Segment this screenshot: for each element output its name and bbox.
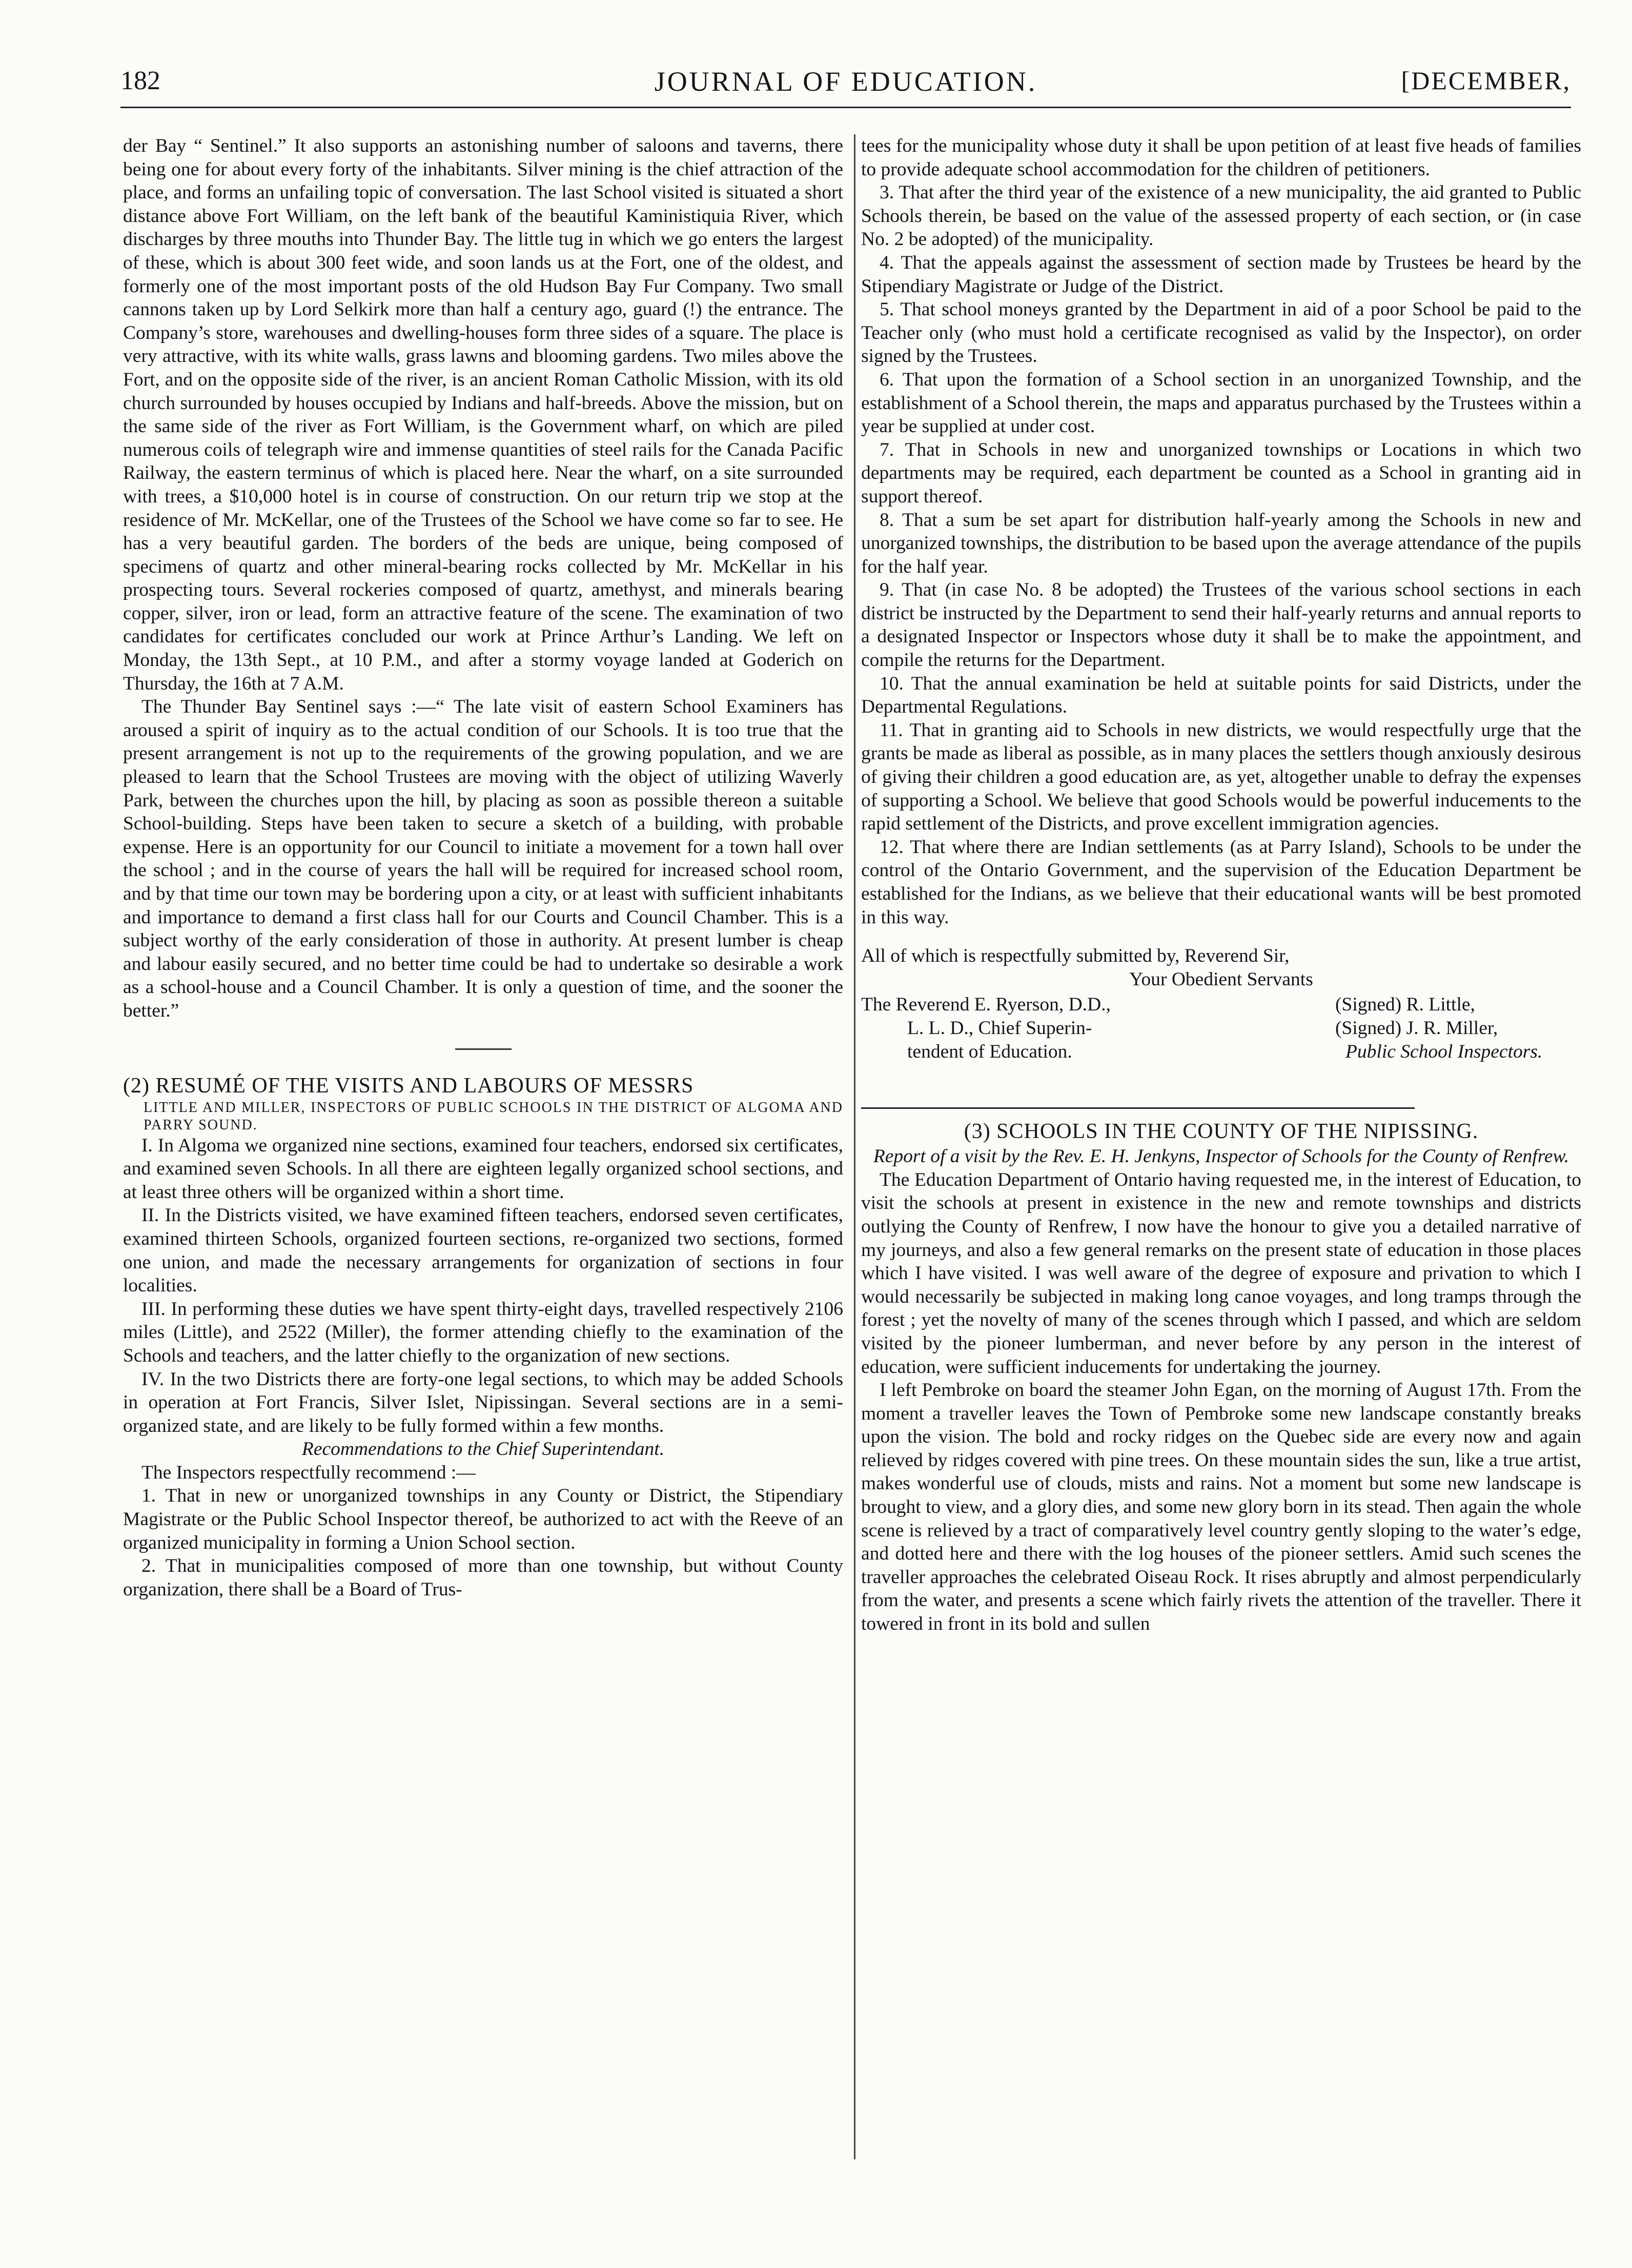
recommendation-10: 10. That the annual examination be held at suitable points for said Districts, under the Departmental Regulations.	[861, 673, 1581, 718]
signer-miller: (Signed) J. R. Miller,	[1335, 1017, 1498, 1039]
section-rule	[861, 1107, 1415, 1109]
column-divider	[854, 134, 855, 2159]
recommendation-2-end: tees for the municipality whose duty it shall be upon petition of at least five heads of families to provide adequate school accommodation for the children of petitioners.	[861, 135, 1581, 180]
section-3-report-line: Report of a visit by the Rev. E. H. Jenkyns, Inspector of Schools for the County of Renfrew.	[873, 1146, 1569, 1167]
addressee-line: tendent of Education.	[907, 1041, 1072, 1062]
obedient-servants: Your Obedient Servants	[1129, 968, 1313, 990]
addressee	[861, 993, 1322, 1063]
journal-title: JOURNAL OF EDUCATION.	[654, 66, 1037, 97]
page-header	[120, 66, 1571, 108]
issue-month: [DECEMBER,	[1401, 66, 1571, 95]
recommendation-3: 3. That after the third year of the existence of a new municipality, the aid granted to Public Schools therein, be based on the value of the assessed property of each section, or (in case No. 2 be adopted) of the municipality.	[861, 182, 1581, 250]
signer-little: (Signed) R. Little,	[1335, 994, 1475, 1016]
report-item-2: II. In the Districts visited, we have examined fifteen teachers, endorsed seven certificates, examined thirteen Schools, organized fourteen sections, re-organized two sections, formed one union, and made the necessary arrangements for organization of sections in four localities.	[123, 1205, 843, 1297]
section-rule	[455, 1048, 512, 1050]
recommendation-12: 12. That where there are Indian settlements (as at Parry Island), Schools to be under the control of the Ontario Government, and the supervision of the Education Department be established for the Indians, as we believe that their educational wants will be best promoted in this way.	[861, 836, 1581, 928]
recommendation-5: 5. That school moneys granted by the Department in aid of a poor School be paid to the Teacher only (who must hold a certificate recognised as valid by the Inspector), on order signed by the Trustees.	[861, 299, 1581, 367]
addressee-line: L. L. D., Chief Superin-	[907, 1017, 1092, 1039]
signature-block	[861, 993, 1581, 1063]
addressee-line: The Reverend E. Ryerson, D.D.,	[861, 994, 1111, 1016]
left-column	[123, 134, 843, 1601]
nipissing-paragraph-1: The Education Department of Ontario having requested me, in the interest of Education, to visit the schools at present in existence in the new and remote townships and districts outlying the County of Renfrew, I now have the honour to give you a detailed narrative of my journeys, and also a few general remarks on the present state of education in those places which I have visited. I was well aware of the degree of exposure and privation to which I would necessarily be subjected in making long canoe voyages, and long tramps through the forest ; yet the novelty of many of the scenes through which I passed, and which are seldom visited by the pioneer lumberman, and never before by any person in the interest of education, were sufficient inducements for undertaking the journey.	[861, 1169, 1581, 1378]
nipissing-paragraph-2: I left Pembroke on board the steamer John Egan, on the morning of August 17th. From the moment a traveller leaves the Town of Pembroke some new landscape constantly breaks upon the vision. The bold and rocky ridges on the Quebec side are every now and again relieved by ridges covered with pine trees. On these mountain sides the sun, like a true artist, makes wonderful use of clouds, mists and rains. Not a moment but some new landscape is brought to view, and a glory dies, and some new glory born in its stead. Then again the whole scene is relieved by a tract of comparatively level country gently sloping to the water’s edge, and dotted here and there with the log houses of the pioneer settlers. Amid such scenes the traveller approaches the celebrated Oiseau Rock. It rises abruptly and almost perpendicularly from the water, and presents a scene which fairly rivets the attention of the traveller. There it towered in front in its bold and sullen	[861, 1380, 1581, 1635]
thunder-bay-paragraph: der Bay “ Sentinel.” It also supports an astonishing number of saloons and taverns, there being one for about every forty of the inhabitants. Silver mining is the chief attraction of the place, and forms an unfailing topic of conversation. The last School visited is situated a short distance above Fort William, on the left bank of the beautiful Kaministiquia River, which discharges by three mouths into Thunder Bay. The little tug in which we go enters the largest of these, which is about 300 feet wide, and soon lands us at the Fort, one of the oldest, and formerly one of the most important posts of the old Hudson Bay Fur Company. Two small cannons taken up by Lord Selkirk more than half a century ago, guard (!) the entrance. The Company’s store, warehouses and dwelling-houses form three sides of a square. The place is very attractive, with its white walls, grass lawns and blooming gardens. Two miles above the Fort, and on the opposite side of the river, is an ancient Roman Catholic Mission, with its old church surrounded by houses occupied by Indians and half-breeds. Above the mission, but on the same side of the river as Fort William, is the Government wharf, on which are piled numerous coils of telegraph wire and immense quantities of steel rails for the Canada Pacific Railway, the eastern terminus of which is placed here. Near the wharf, on a site surrounded with trees, a $10,000 hotel is in course of construction. On our return trip we stop at the residence of Mr. McKellar, one of the Trustees of the School we have come so far to see. He has a very beautiful garden. The borders of the beds are unique, being composed of specimens of quartz and other mineral-bearing rocks collected by Mr. McKellar in his prospecting tours. Several rockeries composed of quartz, amethyst, and minerals bearing copper, silver, iron or lead, form an attractive feature of the scene. The examination of two candidates for certificates concluded our work at Prince Arthur’s Landing. We left on Monday, the 13th Sept., at 10 P.M., and after a stormy voyage landed at Goderich on Thursday, the 16th at 7 A.M.	[123, 135, 843, 694]
section-2-subheading: LITTLE AND MILLER, INSPECTORS OF PUBLIC SCHOOLS IN THE DISTRICT OF ALGOMA AND PARRY SOUND.	[144, 1099, 843, 1133]
recommendation-1: 1. That in new or unorganized townships in any County or District, the Stipendiary Magistrate or the Public School Inspector thereof, be authorized to act with the Reeve of an organized municipality in forming a Union School section.	[123, 1485, 843, 1553]
section-3-heading: (3) SCHOOLS IN THE COUNTY OF THE NIPISSING.	[964, 1120, 1479, 1144]
right-column	[861, 134, 1581, 1636]
recommendation-9: 9. That (in case No. 8 be adopted) the Trustees of the various school sections in each district be instructed by the Department to send their half-yearly returns and annual reports to a designated Inspector or Inspectors whose duty it shall be to make the appointment, and compile the returns for the Department.	[861, 579, 1581, 671]
report-item-4: IV. In the two Districts there are forty-one legal sections, to which may be added Schools in operation at Fort Francis, Silver Islet, Nipissingan. Several sections are in a semi-organized state, and are likely to be fully formed within a few months.	[123, 1368, 843, 1436]
closing-line: All of which is respectfully submitted by, Reverend Sir,	[861, 945, 1290, 967]
recommendation-6: 6. That upon the formation of a School section in an unorganized Township, and the establishment of a School therein, the maps and apparatus purchased by the Trustees within a year be supplied at under cost.	[861, 369, 1581, 437]
report-item-1: I. In Algoma we organized nine sections, examined four teachers, endorsed six certificates, and examined seven Schools. In all there are eighteen legally organized school sections, and at least three others will be organized within a short time.	[123, 1135, 843, 1203]
recommendations-intro: The Inspectors respectfully recommend :—	[141, 1462, 476, 1483]
section-2-heading: (2) RESUMÉ OF THE VISITS AND LABOURS OF MESSRS	[123, 1074, 694, 1098]
recommendation-2-start: 2. That in municipalities composed of more than one township, but without County organization, there shall be a Board of Trus-	[123, 1555, 843, 1600]
recommendations-heading: Recommendations to the Chief Superintendant.	[301, 1439, 665, 1460]
page-number: 182	[120, 66, 160, 95]
recommendation-7: 7. That in Schools in new and unorganized townships or Locations in which two departments may be required, each department be counted as a School in granting aid in support thereof.	[861, 439, 1581, 507]
signers	[1335, 993, 1581, 1063]
recommendation-8: 8. That a sum be set apart for distribution half-yearly among the Schools in new and unorganized townships, the distribution to be based upon the average attendance of the pupils for the half year.	[861, 509, 1581, 577]
sentinel-quote-paragraph: The Thunder Bay Sentinel says :—“ The late visit of eastern School Examiners has aroused a spirit of inquiry as to the actual condition of our Schools. It is too true that the present arrangement is not up to the requirements of the growing population, and we are pleased to learn that the School Trustees are moving with the object of utilizing Waverly Park, between the churches upon the hill, by placing as soon as possible thereon a suitable School-building. Steps have been taken to secure a sketch of a building, with probable expense. Here is an opportunity for our Council to initiate a movement for a town hall over the school ; and in the course of years the hall will be required for increased school room, and by that time our town may be bordering upon a city, or at least with sufficient inhabitants and importance to demand a first class hall for our Courts and Council Chamber. This is a subject worthy of the early consideration of those in authority. At present lumber is cheap and labour easily secured, and no better time could be had to undertake so desirable a work as a school-house and a Council Chamber. It is only a question of time, and the sooner the better.”	[123, 696, 843, 1021]
signer-title: Public School Inspectors.	[1345, 1041, 1543, 1062]
report-item-3: III. In performing these duties we have spent thirty-eight days, travelled respectively 2106 miles (Little), and 2522 (Miller), the former attending chiefly to the examination of the Schools and teachers, and the latter chiefly to the organization of new sections.	[123, 1298, 843, 1366]
recommendation-4: 4. That the appeals against the assessment of section made by Trustees be heard by the Stipendiary Magistrate or Judge of the District.	[861, 252, 1581, 297]
recommendation-11: 11. That in granting aid to Schools in new districts, we would respectfully urge that the grants be made as liberal as possible, as in many places the settlers though anxiously desirous of giving their children a good education are, as yet, altogether unable to defray the expenses of supporting a School. We believe that good Schools would be powerful inducements to the rapid settlement of the Districts, and prove excellent immigration agencies.	[861, 719, 1581, 835]
